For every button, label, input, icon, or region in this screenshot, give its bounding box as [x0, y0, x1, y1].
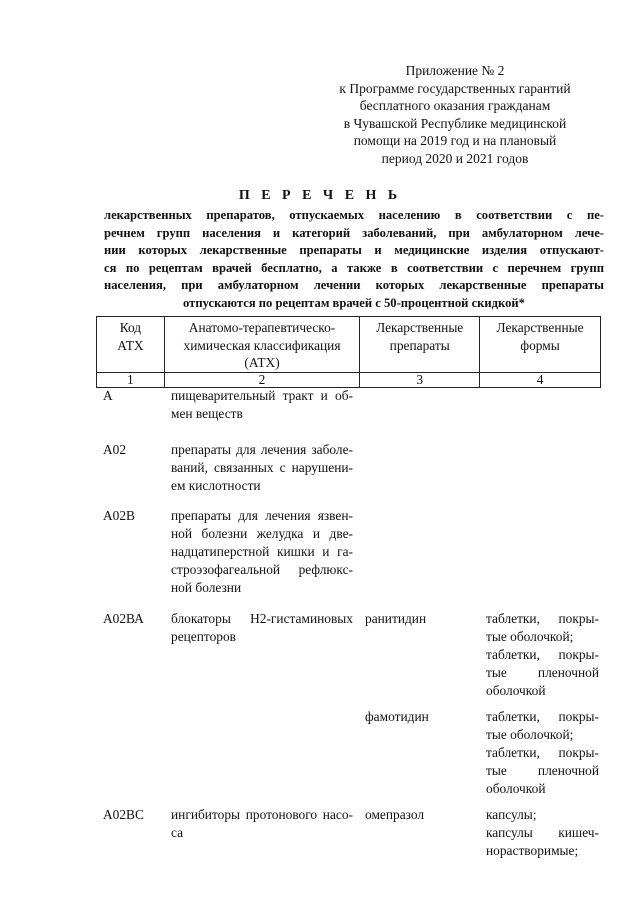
form-line: таблетки, покры-	[486, 745, 599, 760]
appendix-line: помощи на 2019 год и на плановый	[353, 133, 557, 148]
header-classification	[164, 317, 359, 373]
classification-line: пищеварительный тракт и об-	[171, 388, 353, 403]
column-number: 3	[360, 372, 480, 387]
table-row	[96, 610, 601, 708]
form-line: капсулы кишеч-	[486, 825, 599, 840]
table-row	[96, 387, 601, 441]
header-text: Лекарственные	[496, 320, 584, 335]
classification-line: мен веществ	[171, 406, 243, 421]
classification-line: надцатиперстной кишки и га-	[171, 544, 353, 559]
header-drugs	[360, 317, 480, 373]
document-title: П Е Р Е Ч Е Н Ь	[238, 188, 402, 203]
appendix-line: период 2020 и 2021 годов	[381, 150, 529, 166]
classification-line: ем кислотности	[171, 478, 261, 493]
atc-classification	[164, 610, 360, 708]
subtitle-line: населения, при амбулаторном лечении которых лекарственные препараты	[104, 278, 604, 293]
header-text: Анатомо-терапевтическо-	[188, 320, 336, 335]
header-text: Лекарственные	[376, 320, 464, 335]
classification-line: ингибиторы протонового насо-	[171, 807, 353, 822]
atc-classification	[164, 806, 360, 866]
appendix-line: в Чувашской Республике медицинской	[343, 115, 567, 131]
column-number: 1	[97, 372, 165, 387]
column-number-row	[97, 372, 601, 387]
drug-name: фамотидин	[365, 709, 429, 724]
subtitle-line: речнем групп населения и категорий заболеваний, при амбулаторном лече-	[104, 225, 604, 240]
drug-name	[360, 441, 480, 507]
atc-code: А02	[103, 442, 127, 457]
form-line: оболочкой	[486, 683, 546, 698]
classification-line: строэзофагеальной рефлюкс-	[171, 562, 353, 577]
form-line: оболочкой	[486, 781, 546, 796]
header-row	[97, 317, 601, 373]
appendix-line: бесплатного оказания гражданам	[359, 98, 551, 113]
atc-code: А02В	[103, 508, 135, 523]
drug-forms	[480, 806, 601, 866]
atc-code	[96, 708, 164, 806]
classification-line: ной болезни	[171, 580, 242, 595]
header-text: АТХ	[117, 337, 144, 353]
header-text: препараты	[389, 337, 450, 353]
form-line: таблетки, покры-	[486, 647, 599, 662]
drug-forms	[480, 610, 601, 708]
header-text: химическая классификация	[183, 337, 341, 353]
form-line: тые оболочкой;	[486, 727, 574, 742]
table-row	[96, 708, 601, 806]
form-line: таблетки, покры-	[486, 709, 599, 724]
form-line: норастворимые;	[486, 843, 579, 858]
atc-code: А02ВА	[103, 611, 144, 626]
header-text: формы	[520, 337, 560, 353]
table-row	[96, 507, 601, 610]
header-forms	[480, 317, 601, 373]
form-line: тые пленочной	[486, 665, 599, 680]
classification-line: са	[171, 825, 184, 840]
atc-classification	[164, 387, 360, 441]
drug-forms	[480, 441, 601, 507]
form-line: тые пленочной	[486, 763, 599, 778]
classification-line: блокаторы Н2-гистаминовых	[171, 611, 353, 626]
column-number: 2	[164, 372, 359, 387]
drug-name	[360, 507, 480, 610]
column-number: 4	[480, 372, 601, 387]
drug-forms	[480, 387, 601, 441]
form-line: тые оболочкой;	[486, 629, 574, 644]
classification-line: рецепторов	[171, 629, 236, 644]
subtitle-line: лекарственных препаратов, отпускаемых населению в соответствии с пе-	[104, 208, 604, 222]
table-row	[96, 806, 601, 866]
appendix-line: Приложение № 2	[405, 63, 505, 78]
drug-name: омепразол	[365, 807, 425, 822]
header-text: Код	[119, 320, 142, 335]
form-line: таблетки, покры-	[486, 611, 599, 626]
classification-line: препараты для лечения заболе-	[171, 442, 353, 457]
drug-name: ранитидин	[365, 611, 427, 626]
drug-name	[360, 387, 480, 441]
appendix-block	[330, 62, 580, 167]
header-text: (АТХ)	[244, 355, 280, 370]
appendix-line: к Программе государственных гарантий	[339, 80, 571, 96]
table-row	[96, 441, 601, 507]
atc-classification	[164, 708, 360, 806]
atc-code: А02ВС	[103, 807, 144, 822]
classification-line: препараты для лечения язвен-	[171, 508, 353, 523]
document-subtitle	[104, 207, 604, 313]
subtitle-line: отпускаются по рецептам врачей с 50-процентной скидкой*	[183, 295, 525, 310]
atc-classification	[164, 507, 360, 610]
drug-table-header	[96, 316, 601, 388]
subtitle-line: нии которых лекарственные препараты и медицинские изделия отпускают-	[104, 243, 604, 258]
drug-table-body	[96, 387, 601, 866]
atc-classification	[164, 441, 360, 507]
drug-forms	[480, 507, 601, 610]
atc-code: А	[103, 388, 113, 403]
drug-forms	[480, 708, 601, 806]
header-code	[97, 317, 165, 373]
classification-line: ной болезни желудка и две-	[171, 526, 353, 541]
classification-line: ваний, связанных с нарушени-	[171, 460, 353, 475]
form-line: капсулы;	[486, 807, 537, 822]
subtitle-line: ся по рецептам врачей бесплатно, а также в соответствии с перечнем групп	[104, 260, 604, 275]
